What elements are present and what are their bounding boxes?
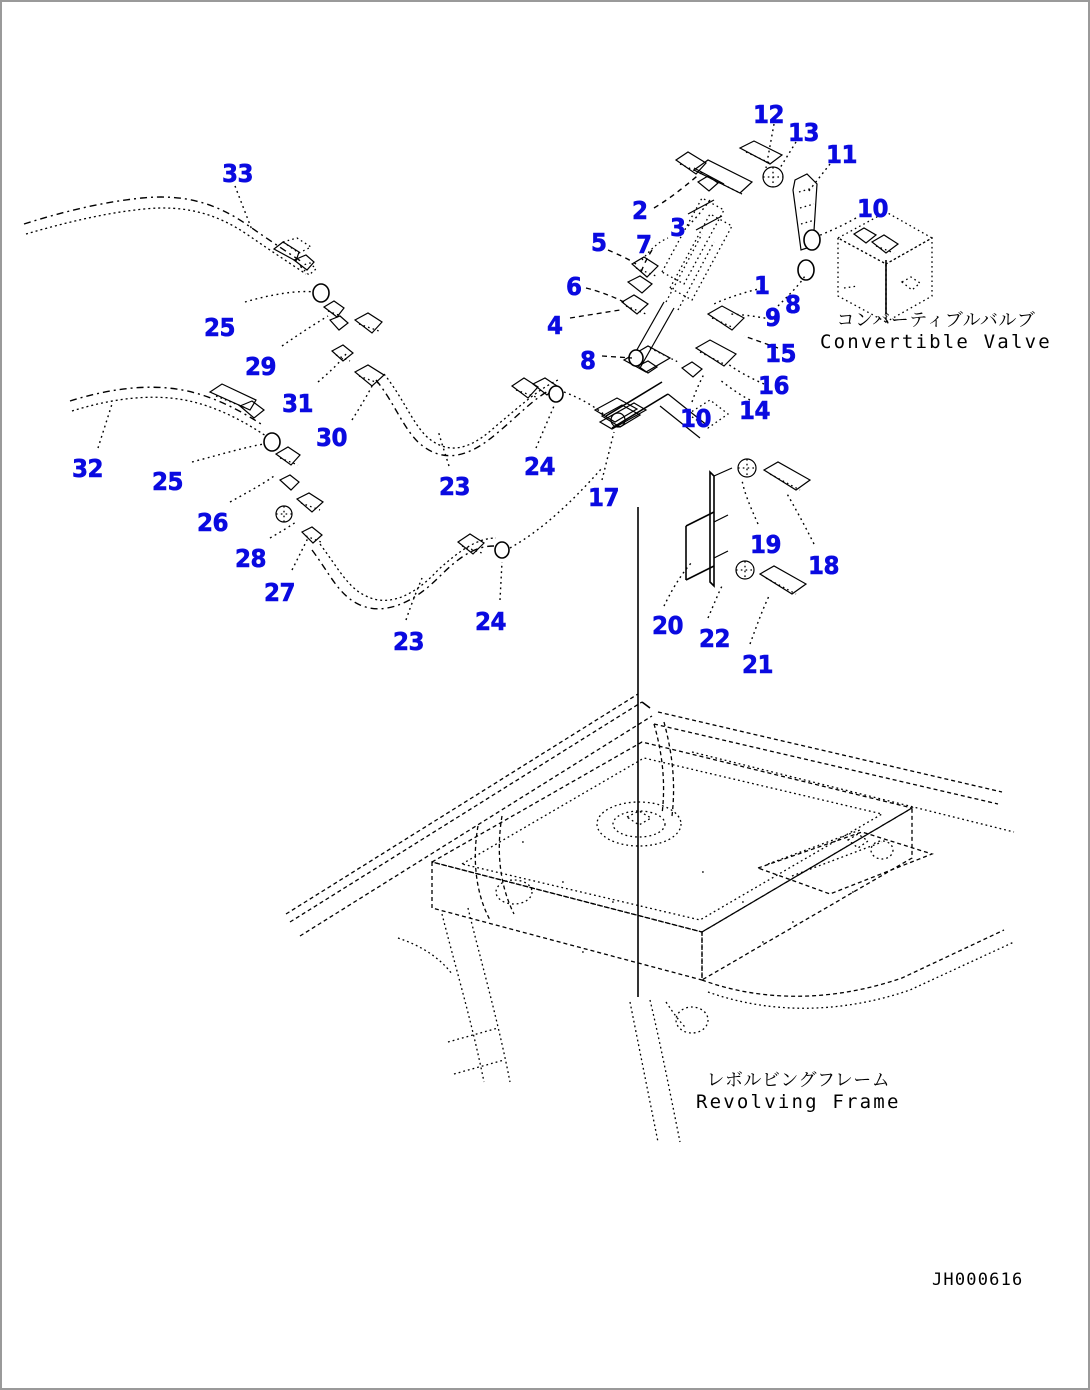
hose-33-assembly	[24, 197, 329, 302]
technical-drawing-canvas	[2, 2, 1090, 1390]
callout-number-29: 29	[245, 352, 277, 381]
revolving-frame-drawing	[286, 694, 1014, 1142]
callout-number-1: 1	[754, 271, 770, 300]
convertible-valve-block	[838, 212, 932, 322]
callout-number-25: 25	[204, 313, 236, 342]
callout-number-17: 17	[588, 483, 620, 512]
callout-number-27: 27	[264, 578, 296, 607]
callout-number-33: 33	[222, 159, 254, 188]
callout-number-8: 8	[785, 290, 801, 319]
fitting-cluster-upper	[324, 301, 384, 386]
callout-number-23: 23	[393, 627, 425, 656]
callout-number-23: 23	[439, 472, 471, 501]
callout-number-26: 26	[197, 508, 229, 537]
callout-number-20: 20	[652, 611, 684, 640]
group-label-english: Convertible Valve	[820, 331, 1052, 354]
callout-number-24: 24	[524, 452, 556, 481]
callout-number-21: 21	[742, 650, 774, 679]
callout-number-14: 14	[739, 396, 771, 425]
group-label-japanese: コンバーティブルバルブ	[836, 310, 1036, 331]
group-label-convertible-valve	[820, 310, 1052, 354]
callout-number-9: 9	[765, 303, 781, 332]
group-label-english: Revolving Frame	[696, 1091, 901, 1114]
callout-number-5: 5	[591, 228, 607, 257]
group-label-revolving-frame	[696, 1070, 901, 1114]
callout-number-16: 16	[758, 371, 790, 400]
callout-number-32: 32	[72, 454, 104, 483]
fitting-cluster-lower	[276, 447, 323, 543]
hose-32-assembly	[70, 384, 280, 451]
callout-number-30: 30	[316, 423, 348, 452]
bracket-assembly	[638, 459, 810, 997]
callout-leader-lines	[98, 124, 856, 644]
callout-number-15: 15	[765, 339, 797, 368]
hose-23-upper	[376, 374, 606, 456]
callout-number-11: 11	[826, 140, 858, 169]
callout-number-4: 4	[547, 311, 563, 340]
drawing-number: JH000616	[932, 1270, 1024, 1290]
callout-number-7: 7	[636, 230, 652, 259]
callout-number-19: 19	[750, 530, 782, 559]
callout-number-13: 13	[788, 118, 820, 147]
callout-number-2: 2	[632, 196, 648, 225]
callout-number-6: 6	[566, 272, 582, 301]
callout-number-12: 12	[753, 100, 785, 129]
callout-number-3: 3	[670, 213, 686, 242]
callout-number-10: 10	[680, 404, 712, 433]
callout-number-22: 22	[699, 624, 731, 653]
callout-number-28: 28	[235, 544, 267, 573]
callout-number-10: 10	[857, 194, 889, 223]
callout-number-31: 31	[282, 389, 314, 418]
callout-number-18: 18	[808, 551, 840, 580]
callout-number-8: 8	[580, 346, 596, 375]
callout-number-25: 25	[152, 467, 184, 496]
callout-number-24: 24	[475, 607, 507, 636]
group-label-japanese: レボルビングフレーム	[706, 1070, 891, 1091]
